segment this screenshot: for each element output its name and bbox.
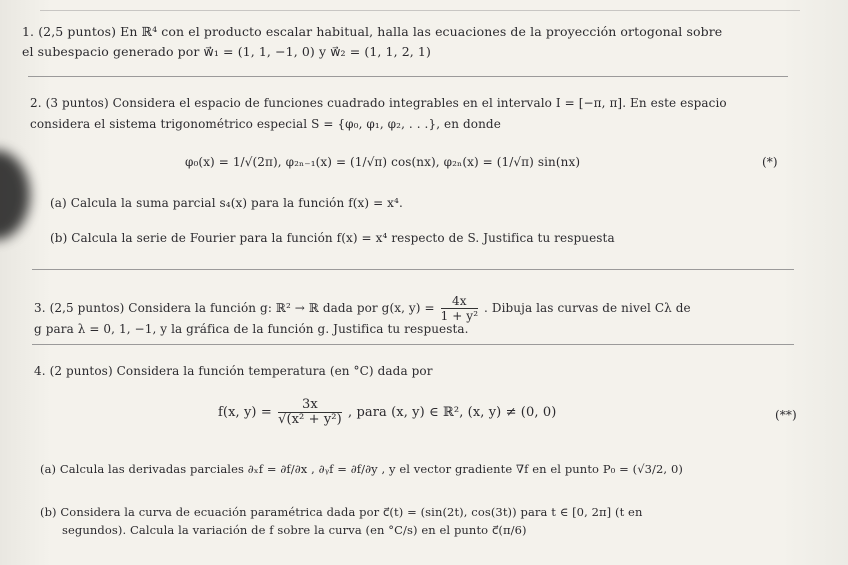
q3-line1-text: 3. (2,5 puntos) Considera la función g: ℝ² → ℝ dada por g(x, y) =: [34, 301, 435, 315]
q2-formula: φ₀(x) = 1/√(2π), φ₂ₙ₋₁(x) = (1/√π) cos(nx), φ₂ₙ(x) = (1/√π) sin(nx): [185, 155, 581, 169]
q4-formula: [218, 398, 556, 427]
q2-tag: (*): [762, 155, 778, 169]
q4-num: 3x: [302, 397, 318, 412]
divider: [32, 344, 794, 345]
divider: [32, 269, 794, 270]
q2-line2: considera el sistema trigonométrico especial S = {φ₀, φ₁, φ₂, . . .}, en donde: [30, 117, 501, 131]
q4-line1: 4. (2 puntos) Considera la función temperatura (en °C) dada por: [34, 364, 433, 378]
q4-den: √(x² + y²): [278, 412, 342, 427]
q4-fraction: [278, 398, 342, 427]
finger-shadow: [0, 150, 30, 240]
divider: [28, 76, 788, 77]
q3-line1: [34, 294, 691, 323]
q4-rhs: , para (x, y) ∈ ℝ², (x, y) ≠ (0, 0): [347, 405, 557, 420]
q3-line1b: . Dibuja las curvas de nivel Cλ de: [484, 301, 691, 315]
q3-fraction: [441, 294, 479, 323]
q4-part-a: (a) Calcula las derivadas parciales ∂ₓf = ∂f/∂x , ∂ᵧf = ∂f/∂y , y el vector gradiente ∇f en el punto P₀ = (√3/2, 0): [40, 462, 683, 476]
q1-line2: el subespacio generado por w⃗₁ = (1, 1, −1, 0) y w⃗₂ = (1, 1, 2, 1): [22, 44, 431, 59]
q3-num: 4x: [452, 294, 467, 308]
q4-part-b-line1: (b) Considera la curva de ecuación paramétrica dada por c⃗(t) = (sin(2t), cos(3t)) para t ∈ [0, 2π] (t en: [40, 505, 643, 519]
q4-part-b-line2: segundos). Calcula la variación de f sobre la curva (en °C/s) en el punto c⃗(π/6): [62, 523, 527, 537]
q3-den: 1 + y²: [440, 309, 479, 323]
q2-part-a: (a) Calcula la suma parcial s₄(x) para la función f(x) = x⁴.: [50, 196, 403, 210]
q4-lhs: f(x, y) =: [218, 405, 272, 420]
q3-line2: g para λ = 0, 1, −1, y la gráfica de la función g. Justifica tu respuesta.: [34, 322, 469, 336]
q4-tag: (**): [775, 408, 797, 422]
q1-line1: 1. (2,5 puntos) En ℝ⁴ con el producto escalar habitual, halla las ecuaciones de la proyección ortogonal sobre: [22, 24, 723, 39]
q2-part-b: (b) Calcula la serie de Fourier para la función f(x) = x⁴ respecto de S. Justifica tu respuesta: [50, 231, 615, 245]
divider: [40, 10, 800, 11]
q2-line1: 2. (3 puntos) Considera el espacio de funciones cuadrado integrables en el intervalo I = [−π, π]. En este espacio: [30, 96, 727, 110]
